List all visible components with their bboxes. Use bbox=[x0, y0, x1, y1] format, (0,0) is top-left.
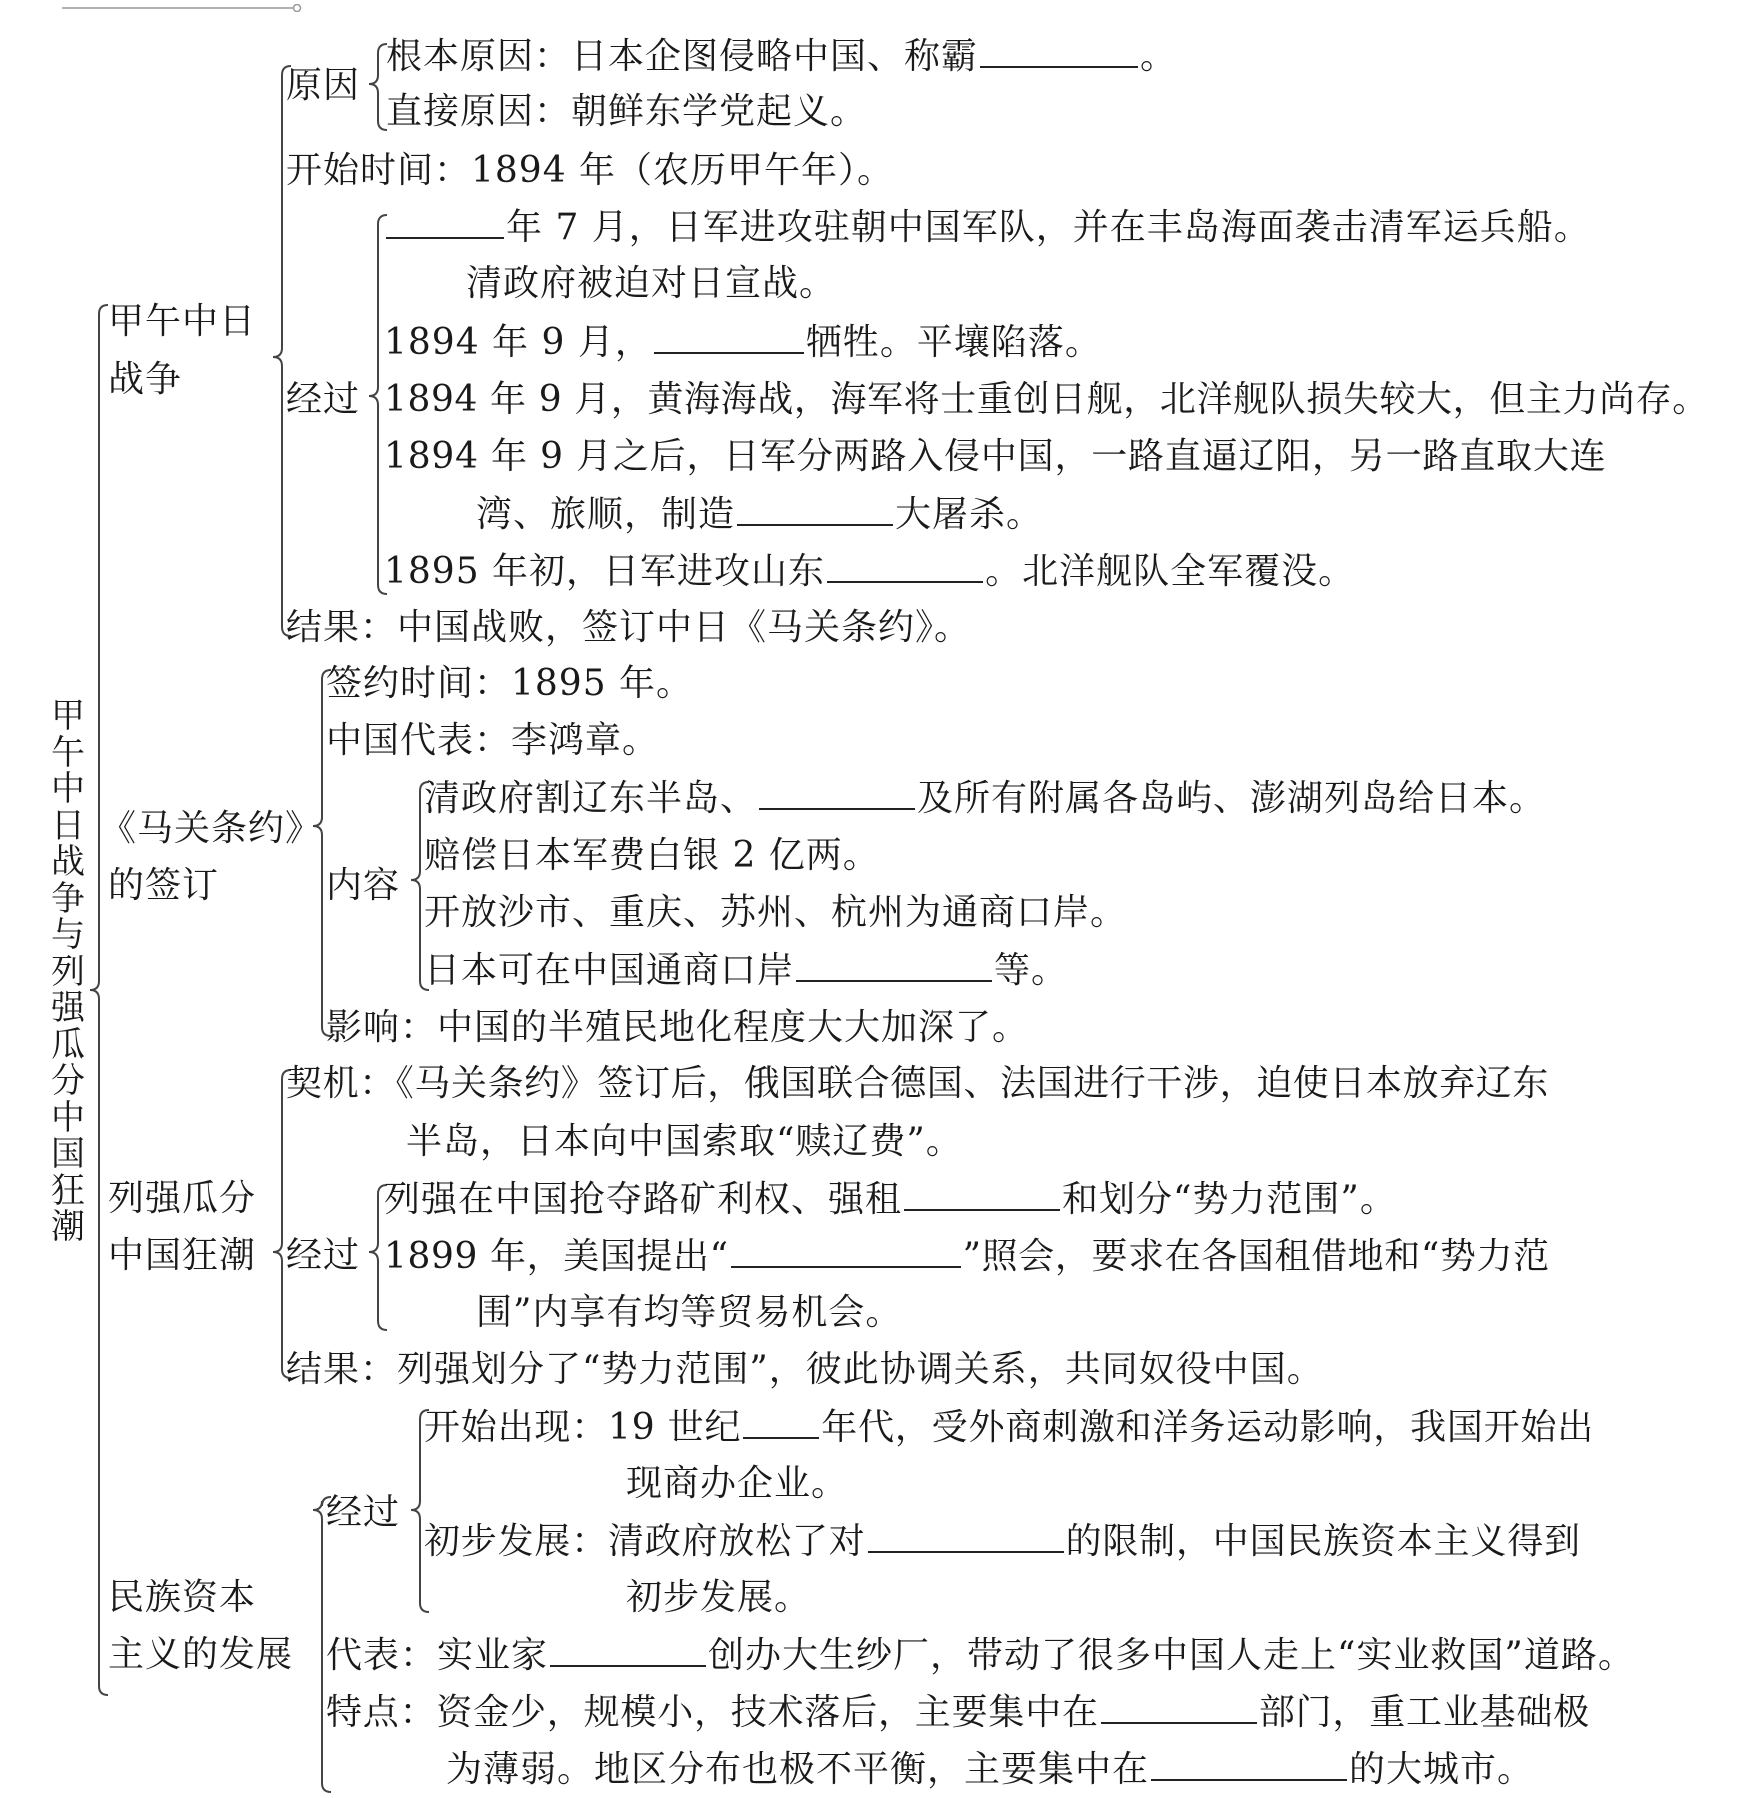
treaty-content-3: 开放沙市、重庆、苏州、杭州为通商口岸。 bbox=[424, 892, 1128, 933]
war-cause-fundamental: 根本原因：日本企图侵略中国、称霸 。 bbox=[386, 32, 1177, 81]
treaty-content-2: 赔偿日本军费白银 2 亿两。 bbox=[424, 835, 880, 876]
treaty-label-line2: 的签订 bbox=[108, 865, 220, 906]
war-event-1-cont: 清政府被迫对日宣战。 bbox=[466, 263, 837, 304]
answer-blank[interactable] bbox=[743, 1403, 819, 1439]
war-event-3: 1894 年 9 月，黄海海战，海军将士重创日舰，北洋舰队损失较大，但主力尚存。 bbox=[384, 379, 1709, 420]
scramble-result: 结果：列强划分了“势力范围”，彼此协调关系，共同奴役中国。 bbox=[286, 1349, 1324, 1390]
brace-root bbox=[90, 305, 108, 1695]
capital-features-cont: 为薄弱。地区分布也极不平衡，主要集中在 的大城市。 bbox=[446, 1745, 1534, 1794]
scramble-label-line1: 列强瓜分 bbox=[108, 1178, 257, 1219]
scramble-process-2-cont: 围”内享有均等贸易机会。 bbox=[476, 1292, 903, 1333]
treaty-representative: 中国代表：李鸿章。 bbox=[326, 720, 660, 761]
brace-scramble bbox=[273, 1070, 291, 1378]
war-result: 结果：中国战败，签订中日《马关条约》。 bbox=[286, 607, 972, 648]
root-title: 甲午中日战争与列强瓜分中国狂潮 bbox=[51, 696, 85, 1247]
capital-label-line2: 主义的发展 bbox=[108, 1634, 294, 1675]
treaty-time: 签约时间：1895 年。 bbox=[326, 663, 694, 704]
scramble-process-label: 经过 bbox=[286, 1235, 361, 1276]
war-event-4: 1894 年 9 月之后，日军分两路入侵中国，一路直逼辽阳，另一路直取大连 bbox=[384, 436, 1607, 477]
answer-blank[interactable] bbox=[796, 946, 992, 982]
answer-blank[interactable] bbox=[904, 1175, 1060, 1211]
scramble-label-line2: 中国狂潮 bbox=[108, 1235, 257, 1276]
war-cause-direct: 直接原因：朝鲜东学党起义。 bbox=[386, 91, 868, 132]
war-event-5: 1895 年初，日军进攻山东 。北洋舰队全军覆没。 bbox=[384, 547, 1355, 596]
capital-stage-1: 开始出现：19 世纪 年代，受外商刺激和洋务运动影响，我国开始出 bbox=[424, 1403, 1594, 1452]
brace-war-cause bbox=[369, 44, 387, 130]
scramble-process-1: 列强在中国抢夺路矿利权、强租 和划分“势力范围”。 bbox=[384, 1175, 1397, 1224]
treaty-content-label: 内容 bbox=[326, 865, 401, 906]
answer-blank[interactable] bbox=[1151, 1745, 1347, 1781]
treaty-content-4: 日本可在中国通商口岸 等。 bbox=[424, 946, 1068, 995]
capital-label-line1: 民族资本 bbox=[108, 1577, 257, 1618]
capital-representative: 代表：实业家 创办大生纱厂，带动了很多中国人走上“实业救国”道路。 bbox=[326, 1631, 1635, 1680]
answer-blank[interactable] bbox=[550, 1631, 706, 1667]
capital-features: 特点：资金少，规模小，技术落后，主要集中在 部门，重工业基础极 bbox=[326, 1688, 1590, 1737]
answer-blank[interactable] bbox=[654, 318, 804, 354]
capital-process-label: 经过 bbox=[326, 1492, 401, 1533]
treaty-impact: 影响：中国的半殖民地化程度大大加深了。 bbox=[326, 1007, 1030, 1048]
decorative-header-line bbox=[62, 4, 302, 12]
capital-stage-1-cont: 现商办企业。 bbox=[626, 1463, 849, 1504]
answer-blank[interactable] bbox=[827, 547, 983, 583]
answer-blank[interactable] bbox=[731, 1232, 961, 1268]
answer-blank[interactable] bbox=[386, 203, 504, 239]
treaty-content-1: 清政府割辽东半岛、 及所有附属各岛屿、澎湖列岛给日本。 bbox=[424, 774, 1546, 823]
scramble-trigger: 契机：《马关条约》签订后，俄国联合德国、法国进行干涉，迫使日本放弃辽东 bbox=[286, 1063, 1550, 1104]
war-process-label: 经过 bbox=[286, 379, 361, 420]
answer-blank[interactable] bbox=[980, 32, 1138, 68]
war-event-4-cont: 湾、旅顺，制造 大屠杀。 bbox=[476, 490, 1043, 539]
answer-blank[interactable] bbox=[759, 774, 915, 810]
war-start-time: 开始时间：1894 年（农历甲午年）。 bbox=[286, 150, 895, 191]
capital-stage-2: 初步发展：清政府放松了对 的限制，中国民族资本主义得到 bbox=[424, 1517, 1581, 1566]
war-event-1: 年 7 月，日军进攻驻朝中国军队，并在丰岛海面袭击清军运兵船。 bbox=[384, 203, 1591, 252]
treaty-label-line1: 《马关条约》 bbox=[100, 808, 323, 849]
war-label-line2: 战争 bbox=[108, 359, 183, 400]
answer-blank[interactable] bbox=[737, 490, 893, 526]
answer-blank[interactable] bbox=[1101, 1688, 1257, 1724]
scramble-process-2: 1899 年，美国提出“ ”照会，要求在各国租借地和“势力范 bbox=[384, 1232, 1550, 1281]
war-cause-label: 原因 bbox=[286, 65, 361, 106]
war-event-2: 1894 年 9 月， 牺牲。平壤陷落。 bbox=[384, 318, 1102, 367]
answer-blank[interactable] bbox=[868, 1517, 1064, 1553]
capital-stage-2-cont: 初步发展。 bbox=[626, 1577, 812, 1618]
scramble-trigger-cont: 半岛，日本向中国索取“赎辽费”。 bbox=[406, 1121, 963, 1162]
war-label-line1: 甲午中日 bbox=[108, 301, 257, 342]
